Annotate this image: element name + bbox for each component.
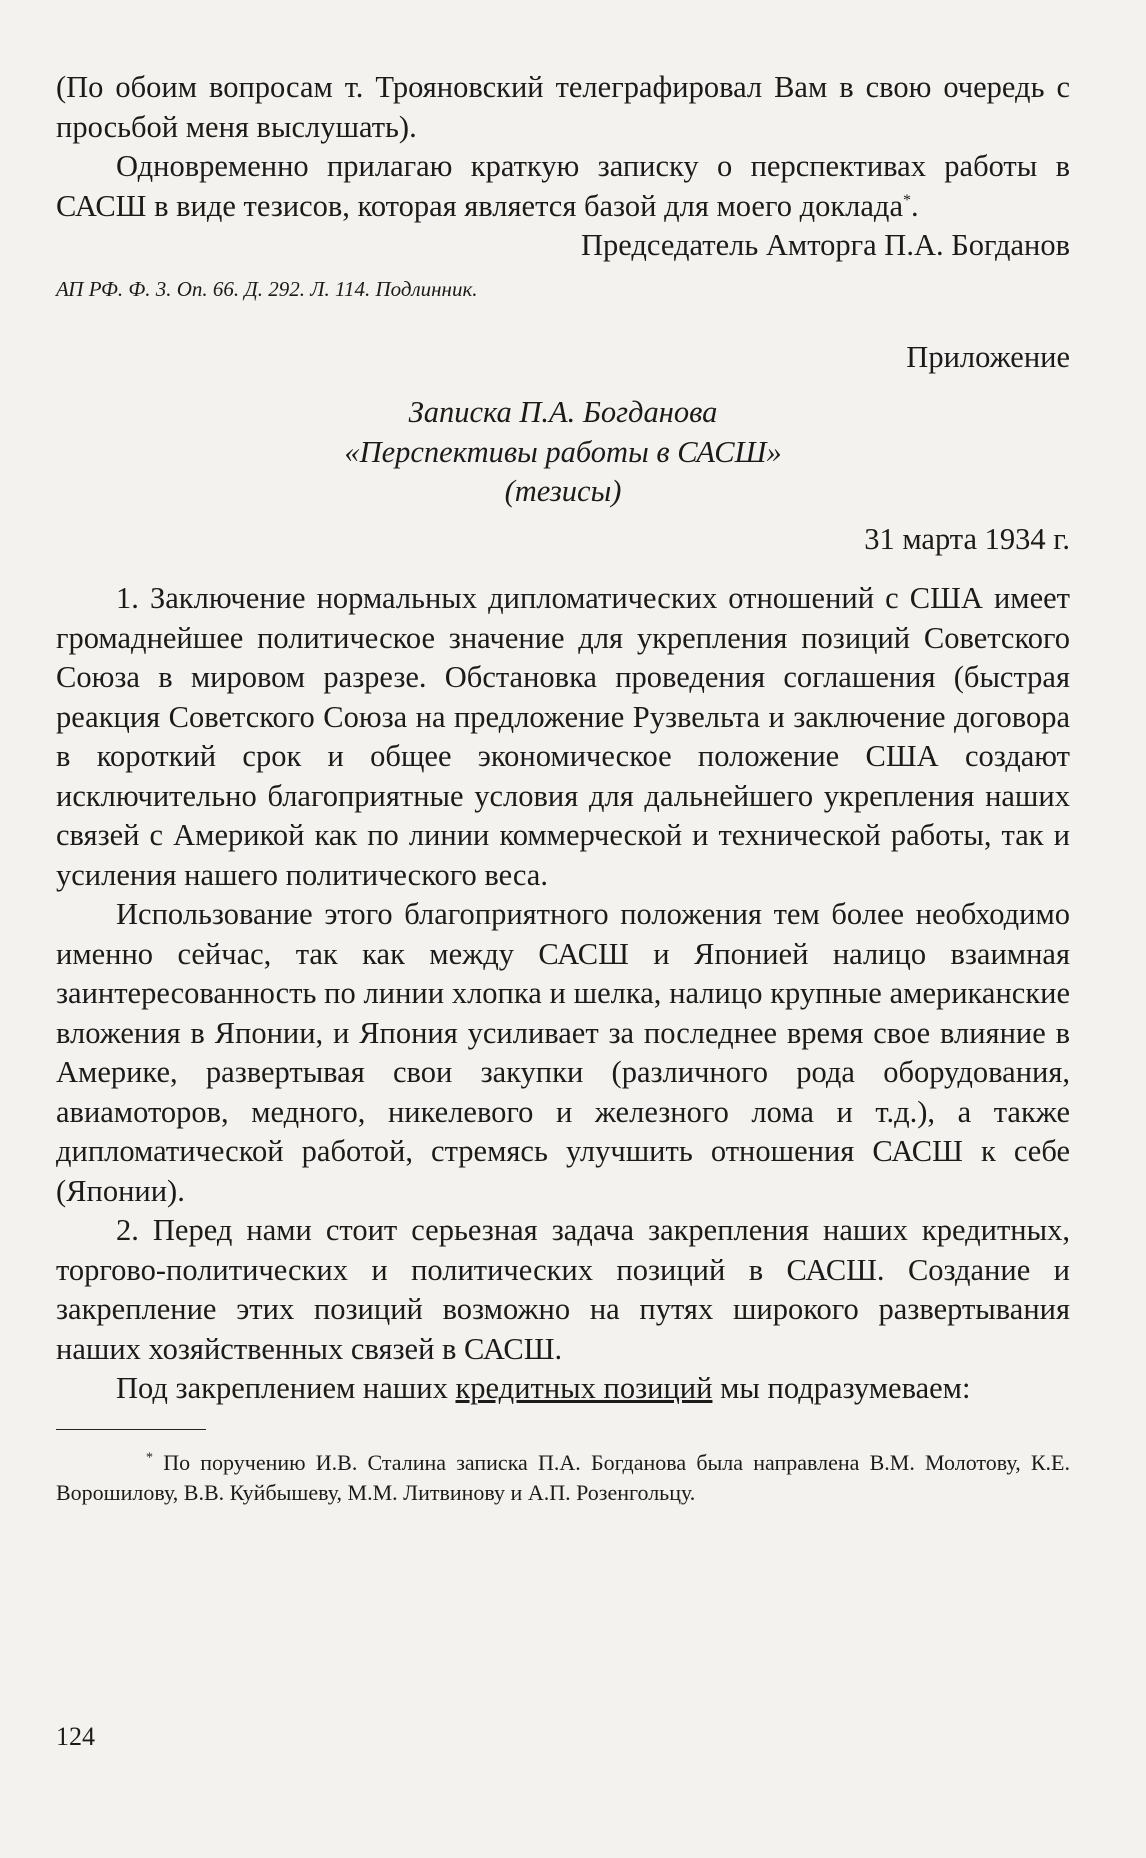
- signature-line: Председатель Амторга П.А. Богданов: [581, 228, 1070, 262]
- body-paragraph-4: [56, 1369, 1070, 1409]
- body-paragraph-4-start: Под закреплением наших: [116, 1371, 456, 1405]
- title-line-1: Записка П.А. Богданова: [408, 395, 718, 429]
- appendix-label: Приложение: [906, 339, 1070, 374]
- credit-positions-underlined: кредитных позиций: [455, 1371, 713, 1405]
- intro-paragraph-2: [56, 147, 1070, 226]
- footnote-mark: *: [146, 1450, 153, 1466]
- intro-paragraph-2-text: Одновременно прилагаю краткую записку о перспективах работы в САСШ в виде тезисов, которая является базой для моего доклада: [56, 149, 1070, 223]
- page-number: 124: [56, 1722, 95, 1751]
- footnote-reference-mark: *: [903, 191, 911, 209]
- title-line-2: «Перспективы работы в САСШ»: [344, 434, 782, 469]
- intro-paragraph-1: (По обоим вопросам т. Трояновский телеграфировал Вам в свою очередь с просьбой меня выслушать).: [56, 70, 1070, 144]
- body-paragraph-1: 1. Заключение нормальных дипломатических отношений с США имеет громаднейшее политическое значение для укрепления позиций Советского Союза в мировом разрезе. Обстановка проведения соглашения (быстрая реакция Советского Союза на предложение Рузвельта и заключение договора в короткий срок и общее экономическое положение США создают исключительно благоприятные условия для дальнейшего укрепления наших связей с Америкой как по линии коммерческой и технической работы, так и усиления нашего политического веса.: [56, 581, 1070, 892]
- document-page: [56, 68, 1070, 1508]
- body-paragraph-3: 2. Перед нами стоит серьезная задача закрепления наших кредитных, торгово-политических и политических позиций в САСШ. Создание и закрепление этих позиций возможно на путях широкого развертывания наших хозяйственных связей в САСШ.: [56, 1213, 1070, 1366]
- title-line-3: (тезисы): [504, 474, 622, 508]
- archive-reference: АП РФ. Ф. 3. Оп. 66. Д. 292. Л. 114. Подлинник.: [56, 276, 478, 301]
- footnote-text: По поручению И.В. Сталина записка П.А. Богданова была направлена В.М. Молотову, К.Е. Ворошилову, В.В. Куйбышеву, М.М. Литвинову и А.П. Розенгольцу.: [56, 1449, 1070, 1505]
- intro-paragraph-2-end: .: [911, 188, 919, 223]
- body-paragraph-4-end: мы подразумеваем:: [712, 1371, 971, 1405]
- document-title: [56, 393, 1070, 512]
- footnote-divider: [56, 1429, 206, 1430]
- document-date: 31 марта 1934 г.: [864, 521, 1070, 556]
- body-paragraph-2: Использование этого благоприятного положения тем более необходимо именно сейчас, так как между САСШ и Японией налицо взаимная заинтересованность по линии хлопка и шелка, налицо крупные американские вложения в Японии, и Япония усиливает за последнее время свое влияние в Америке, развертывая свои закупки (различного рода оборудования, авиамоторов, медного, никелевого и железного лома и т.д.), а также дипломатической работой, стремясь улучшить отношения САСШ к себе (Японии).: [56, 897, 1070, 1208]
- footnote: [56, 1448, 1070, 1508]
